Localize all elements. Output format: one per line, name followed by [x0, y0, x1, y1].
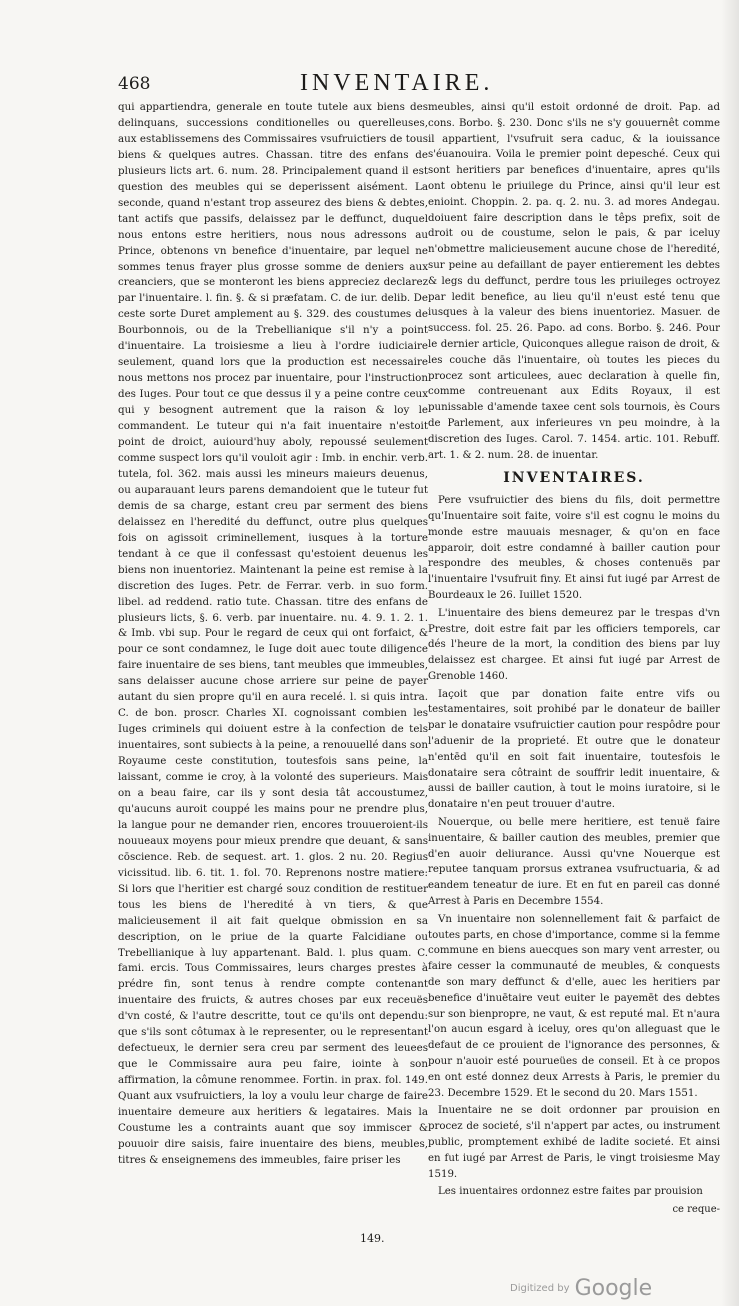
paragraph-solennel: Vn inuentaire non solennellement fait & parfaict de toutes parts, en chose d'importance, comme si la femme commune en biens auecques son mary vent arrester, ou faire cesser la communauté de meubles, & conquests de son mary deffunct & d'elle, auec les heritiers par benefice d'inuētaire veut euiter le payemēt des debtes sur son bienpropre, ne vaut, & est reputé mal. Et n'aura l'on aucun esgard à iceluy, ores qu'on alleguast que le defaut de ce prouient de l'ignorance des personnes, & pour n'auoir esté pourueües de conseil. Et à ce propos en ont esté donnez deux Arrests à Paris, le premier du 23. Decembre 1529. Et le second du 20. Mars 1551.: [428, 913, 720, 1099]
running-title: INVENTAIRE.: [300, 70, 494, 96]
right-paragraph-top: meubles, ainsi qu'il estoit ordonné de droit. Pap. ad cons. Borbo. §. 230. Donc s'ils ne s'y gouuernêt comme il appartient, l'vsufruit sera caduc, & la iouissance s'éuanouira. Voila le premier point depesché. Ceux qui sont heritiers par benefices d'inuentaire, apres qu'ils ont obtenu le priuilege du Prince, ainsi qu'il leur est enioint. Choppin. 2. pa. q. 2. nu. 3. ad mores Andegau. doiuent faire description dans le têps prefix, soit de droit ou de coustume, selon le pais, & par iceluy n'obmettre malicieusement aucune chose de l'heredité, sur peine au defaillant de payer entierement les debtes & legs du deffunct, perdre tous les priuileges octroyez par ledit benefice, au lieu qu'il n'eust esté tenu que iusques à la valeur des biens inuentoriez. Masuer. de success. fol. 25. 26. Papo. ad cons. Borbo. §. 246. Pour le dernier article, Quiconques allegue raison de droit, & les couche dās l'inuentaire, où toutes les pieces du procez sont articulees, auec declaration à quelle fin, comme contreuenant aux Edits Royaux, il est punissable d'amende taxee cent sols tournois, ès Cours de Parlement, aux inferieures vn peu moindre, à la discretion des Iuges. Carol. 7. 1454. artic. 101. Rebuff. art. 1. & 2. num. 28. de inuentar.: [428, 102, 720, 461]
paragraph-prestre: L'inuentaire des biens demeurez par le trespas d'vn Prestre, doit estre fait par les officiers temporels, car dés l'heure de la mort, la condition des biens par luy delaissez est chargee. Et ainsi fut iugé par Arrest de Grenoble 1460.: [428, 607, 720, 682]
running-head: [0, 70, 739, 98]
digitized-watermark: [510, 1276, 652, 1301]
paragraph-donation: Iaçoit que par donation faite entre vifs ou testamentaires, soit prohibé par le donateur de bailler par le donataire vsufruictier caution pour respôdre pour l'aduenir de la proprieté. Et outre que le donateur n'entēd qu'il en soit fait inuentaire, toutesfois le donataire sera côtraint de souffrir ledit inuentaire, & aussi de bailler caution, à tout le moins iuratoire, si le donataire n'en peut trouuer d'autre.: [428, 688, 720, 811]
page-number: 468: [118, 74, 151, 94]
left-paragraph: qui appartiendra, generale en toute tutele aux biens des delinquans, successions conditionelles ou querelleuses, aux establissemens des Commissaires vsufruictiers de tous biens & quelques autres. Chassan. titre des enfans de plusieurs licts art. 6. num. 28. Principalement quand il est question des meubles qui se deperissent aisément. La seconde, quand n'estant trop asseurez des biens & debtes, tant actifs que passifs, delaissez par le deffunct, duquel nous entons estre heritiers, nous nous adressons au Prince, obtenons vn benefice d'inuentaire, par lequel ne sommes tenus frayer plus grosse somme de deniers aux creanciers, que se monteront les biens appreciez declarez par l'inuentaire. l. fin. §. & si præfatam. C. de iur. delib. De ceste sorte Duret amplement au §. 329. des coustumes de Bourbonnois, ou de la Trebellianique s'il n'y a point d'inuentaire. La troisiesme a lieu à l'ordre iudiciaire seulement, quand lors que la production est necessaire nous mettons nos procez par inuentaire, pour l'instruction des Iuges. Pour tout ce que dessus il y a peine contre ceux qui y besognent autrement que la raison & loy le commandent. Le tuteur qui n'a fait inuentaire n'estoit point de droict, auiourd'huy aboly, repoussé seulement comme suspect lors qu'il vouloit agir : Imb. in enchir. verb. tutela, fol. 362. mais aussi les mineurs maieurs deuenus, ou auparauant leurs parens demandoient que le tuteur fut demis de sa charge, estant creu par serment des biens delaissez en l'heredité du deffunct, outre plus quelques fois on agissoit criminellement, iusques à la torture tendant à ce que il confessast qu'estoient deuenus les biens non inuentoriez. Maintenant la peine est remise à la discretion des Iuges. Petr. de Ferrar. verb. in suo form. libel. ad reddend. ratio tute. Chassan. titre des enfans de plusieurs licts, §. 6. verb. par inuentaire. nu. 4. 9. 1. 2. 1. & Imb. vbi sup. Pour le regard de ceux qui ont forfaict, & pour ce sont condamnez, le Iuge doit auec toute diligence faire inuentaire de ses biens, tant meubles que immeubles, sans delaisser aucune chose arriere sur peine de payer autant du sien propre qu'il en aura recelé. l. si quis intra. C. de bon. proscr. Charles XI. cognoissant combien les Iuges criminels qui doiuent estre à la confection de tels inuentaires, sont subiects à la peine, a renouuellé dans son Royaume ceste constitution, toutesfois sans peine, la laissant, comme ie croy, à la volonté des superieurs. Mais on a beau faire, car ils y sont desia tât accoustumez, qu'aucuns auroit couppé les mains pour ne prendre plus, la langue pour ne demander rien, encores trouueroient-ils nouueaux moyens pour mieux prendre que deuant, & sans cōscience. Reb. de sequest. art. 1. glos. 2 nu. 20. Regius vicissitud. lib. 6. tit. 1. fol. 70. Reprenons nostre matiere: Si lors que l'heritier est chargé souz condition de restituer tous les biens de l'heredité à vn tiers, & que malicieusement il ait fait quelque obmission en sa description, on le priue de la quarte Falcidiane ou Trebellianique à luy appartenant. Bald. l. plus quam. C. fami. ercis. Tous Commissaires, leurs charges prestes à prédre fin, sont tenus à rendre compte contenant inuentaire des fruicts, & autres choses par eux receuës d'vn costé, & l'autre descritte, tout ce qu'ils ont dependu: que s'ils sont côtumax à le representer, ou le representant defectueux, le dernier sera creu par serment des leuees que le Commissaire aura peu faire, iointe à son affirmation, la cômune renommee. Fortin. in prax. fol. 149. Quant aux vsufruictiers, la loy a voulu leur charge de faire inuentaire demeure aux heritiers & legataires. Mais la Coustume les a contraints auant que soy immiscer & pouuoir dire saisis, faire inuentaire des biens, meubles, titres & enseignemens des immeubles, faire priser les: [118, 101, 428, 1166]
signature-mark: 149.: [360, 1232, 385, 1245]
paragraph-usufruit-pere: Pere vsufruictier des biens du fils, doit permettre qu'Inuentaire soit faite, voire s'il est cognu le moins du monde estre mauuais mesnager, & qu'on en face apparoir, doit estre condamné à bailler caution pour respondre des meubles, & choses contenuës par l'inuentaire l'vsufruit finy. Et ainsi fut iugé par Arrest de Bourdeaux le 26. Iuillet 1520.: [428, 495, 720, 601]
paragraph-nouerque: Nouerque, ou belle mere heritiere, est tenuë faire inuentaire, & bailler caution des meubles, premier que d'en auoir deliurance. Aussi qu'vne Nouerque est reputee tanquam prorsus extranea vsufructuaria, & ad eandem teneatur de iure. Et en fut en pareil cas donné Arrest à Paris en Decembre 1554.: [428, 817, 720, 908]
paragraph-societe: Inuentaire ne se doit ordonner par prouision en procez de societé, s'il n'appert par actes, ou instrument public, promptement exhibé de ladite societé. Et ainsi en fut iugé par Arrest de Paris, le vingt troisiesme May 1519.: [428, 1105, 720, 1180]
google-logo: Google: [574, 1276, 653, 1301]
right-column: [428, 100, 720, 1218]
catchword: ce reque-: [672, 1204, 720, 1216]
left-column: [118, 100, 428, 1171]
digitized-prefix: Digitized by: [510, 1283, 570, 1294]
page-edge-shadow: [721, 0, 739, 1306]
paragraph-prouision: Les inuentaires ordonnez estre faites par prouision: [438, 1186, 703, 1198]
section-heading: INVENTAIRES.: [503, 470, 645, 487]
